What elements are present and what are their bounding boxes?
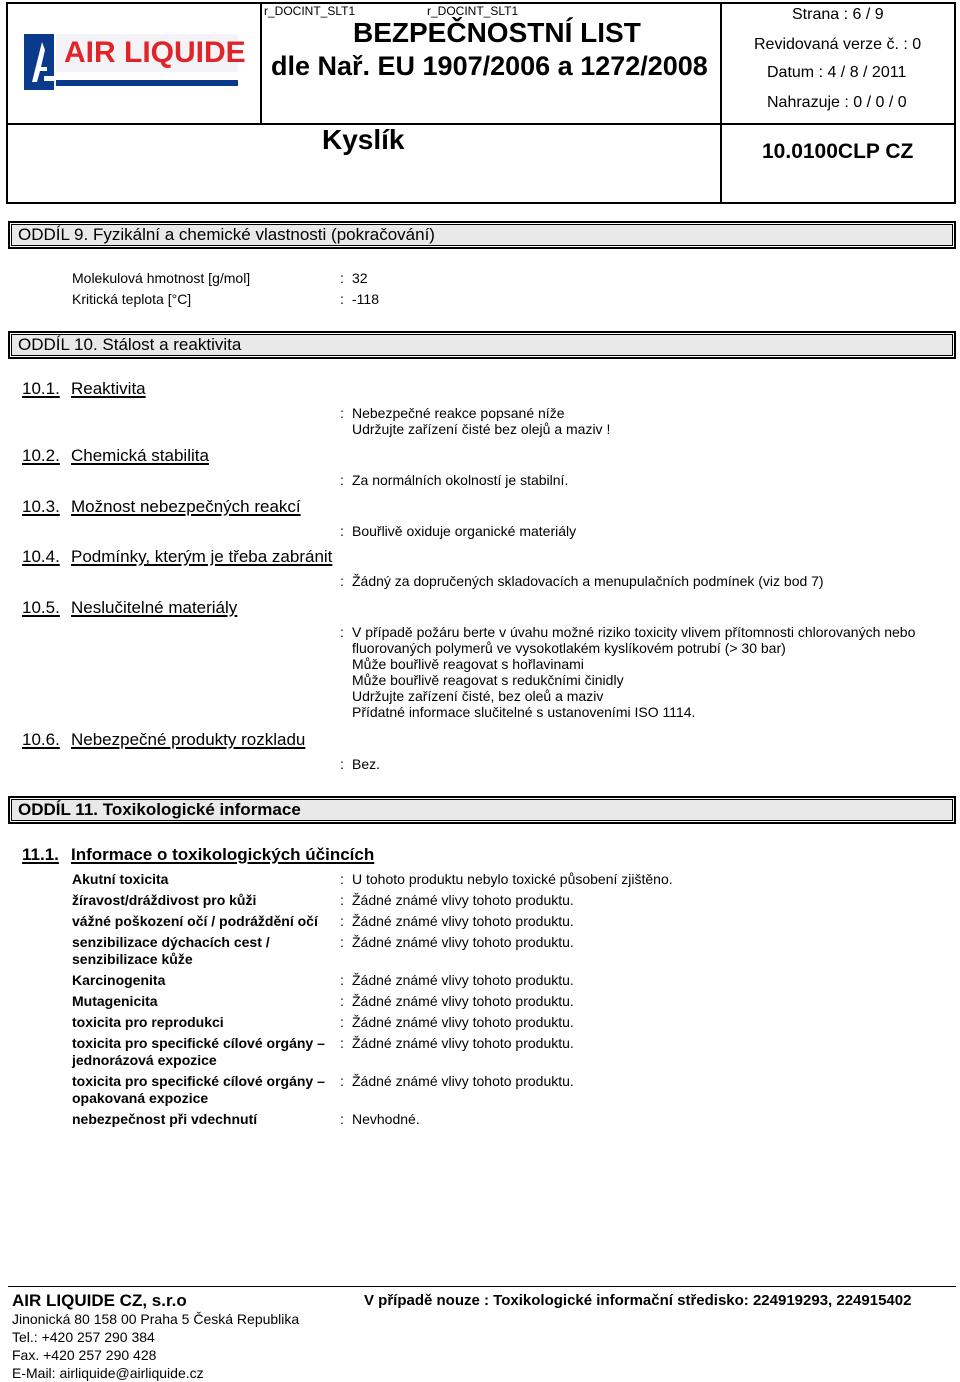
footer-tel: Tel.: +420 257 290 384 (12, 1329, 155, 1345)
tox-label: nebezpečnost při vdechnutí (72, 1111, 258, 1127)
property-value: -118 (352, 291, 379, 307)
footer-fax: Fax. +420 257 290 428 (12, 1347, 157, 1363)
tox-label: žíravost/dráždivost pro kůži (72, 892, 257, 908)
section-10-heading: ODDÍL 10. Stálost a reaktivita (8, 331, 956, 359)
doc-code-left: r_DOCINT_SLT1 (264, 4, 356, 18)
tox-value: Žádné známé vlivy tohoto produktu. (352, 892, 574, 908)
incompatible-materials-text: Může bouřlivě reagovat s hořlavinami (352, 656, 584, 672)
tox-label: vážné poškození očí / podráždění očí (72, 913, 318, 929)
subsection-number: 10.5. (22, 598, 60, 617)
colon-separator: : (340, 1073, 344, 1089)
property-label: Molekulová hmotnost [g/mol] (72, 270, 251, 286)
colon-separator: : (340, 405, 344, 421)
colon-separator: : (340, 756, 344, 772)
footer-email: E-Mail: airliquide@airliquide.cz (12, 1365, 204, 1381)
colon-separator: : (340, 892, 344, 908)
reactivity-text: Udržujte zařízení čisté bez olejů a maziv ! (352, 421, 611, 437)
logo-text: AIR LIQUIDE (64, 36, 246, 69)
stability-text: Za normálních okolností je stabilní. (352, 472, 569, 488)
tox-label: senzibilizace dýchacích cest / (72, 934, 270, 950)
subsection-number: 10.2. (22, 446, 60, 465)
footer-emergency: V případě nouze : Toxikologické informační středisko: 224919293, 224915402 (364, 1292, 912, 1309)
colon-separator: : (340, 934, 344, 950)
colon-separator: : (340, 871, 344, 887)
tox-value: U tohoto produktu nebylo toxické působení zjištěno. (352, 871, 673, 887)
tox-label: jednorázová expozice (72, 1052, 217, 1068)
property-value: 32 (352, 270, 368, 286)
tox-value: Žádné známé vlivy tohoto produktu. (352, 913, 574, 929)
property-label: Kritická teplota [°C] (72, 291, 192, 307)
tox-value: Žádné známé vlivy tohoto produktu. (352, 1035, 574, 1051)
section-9-heading: ODDÍL 9. Fyzikální a chemické vlastnosti (pokračování) (8, 221, 956, 249)
tox-value: Žádné známé vlivy tohoto produktu. (352, 1073, 574, 1089)
tox-value: Žádné známé vlivy tohoto produktu. (352, 934, 574, 950)
subsection-number: 10.3. (22, 497, 60, 516)
subsection-title: Nebezpečné produkty rozkladu (71, 730, 306, 749)
colon-separator: : (340, 1111, 344, 1127)
subsection-title: Reaktivita (71, 379, 146, 398)
tox-label: Karcinogenita (72, 972, 166, 988)
subsection-title: Neslučitelné materiály (71, 598, 238, 617)
tox-label: Akutní toxicita (72, 871, 169, 887)
tox-label: toxicita pro specifické cílové orgány – (72, 1035, 325, 1051)
section-11-heading: ODDÍL 11. Toxikologické informace (8, 796, 956, 824)
incompatible-materials-text: Může bouřlivě reagovat s redukčními činidly (352, 672, 624, 688)
regulation-subtitle: dle Nař. EU 1907/2006 a 1272/2008 (271, 51, 708, 81)
colon-separator: : (340, 523, 344, 539)
tox-label: toxicita pro specifické cílové orgány – (72, 1073, 325, 1089)
subsection-number: 10.6. (22, 730, 60, 749)
tox-label: senzibilizace kůže (72, 951, 193, 967)
hazardous-reactions-text: Bouřlivě oxiduje organické materiály (352, 523, 577, 539)
colon-separator: : (340, 993, 344, 1009)
revision-date: Datum : 4 / 8 / 2011 (767, 64, 907, 81)
tox-value: Nevhodné. (352, 1111, 420, 1127)
incompatible-materials-text: Přídatné informace slučitelné s ustanoveními ISO 1114. (352, 704, 696, 720)
colon-separator: : (340, 270, 344, 286)
doc-code-right: r_DOCINT_SLT1 (427, 4, 519, 18)
tox-label: Mutagenicita (72, 993, 158, 1009)
colon-separator: : (340, 472, 344, 488)
product-name: Kyslík (322, 124, 405, 155)
colon-separator: : (340, 913, 344, 929)
supersedes: Nahrazuje : 0 / 0 / 0 (767, 94, 907, 111)
colon-separator: : (340, 624, 344, 640)
colon-separator: : (340, 972, 344, 988)
incompatible-materials-text: V případě požáru berte v úvahu možné riziko toxicity vlivem přítomnosti chlorovaných nebo fluorovaných polymerů ve vysokotlakém kyslíkovém potrubí (> 30 bar) (352, 624, 916, 657)
page-number: Strana : 6 / 9 (792, 6, 884, 23)
air-liquide-logo (20, 28, 246, 94)
footer-divider (8, 1286, 956, 1287)
conditions-to-avoid-text: Žádný za dopručených skladovacích a menupulačních podmínek (viz bod 7) (352, 573, 824, 589)
colon-separator: : (340, 1035, 344, 1051)
revision-number: Revidovaná verze č. : 0 (754, 36, 922, 53)
subsection-number: 10.1. (22, 379, 60, 398)
subsection-title: Chemická stabilita (71, 446, 209, 465)
colon-separator: : (340, 291, 344, 307)
decomposition-products-text: Bez. (352, 756, 381, 772)
colon-separator: : (340, 573, 344, 589)
tox-label: opakovaná expozice (72, 1090, 209, 1106)
footer-company: AIR LIQUIDE CZ, s.r.o (12, 1291, 187, 1310)
document-number: 10.0100CLP CZ (762, 140, 914, 163)
tox-value: Žádné známé vlivy tohoto produktu. (352, 993, 574, 1009)
subsection-title: Informace o toxikologických účincích (71, 845, 375, 864)
subsection-title: Možnost nebezpečných reakcí (71, 497, 301, 516)
incompatible-materials-text: Udržujte zařízení čisté, bez oleů a maziv (352, 688, 604, 704)
footer-address: Jinonická 80 158 00 Praha 5 Česká Republika (12, 1311, 300, 1327)
tox-value: Žádné známé vlivy tohoto produktu. (352, 1014, 574, 1030)
subsection-number: 11.1. (22, 845, 59, 864)
subsection-title: Podmínky, kterým je třeba zabránit (71, 547, 333, 566)
reactivity-text: Nebezpečné reakce popsané níže (352, 405, 565, 421)
document-title: BEZPEČNOSTNÍ LIST (353, 17, 641, 48)
tox-value: Žádné známé vlivy tohoto produktu. (352, 972, 574, 988)
subsection-number: 10.4. (22, 547, 60, 566)
tox-label: toxicita pro reprodukci (72, 1014, 224, 1030)
colon-separator: : (340, 1014, 344, 1030)
